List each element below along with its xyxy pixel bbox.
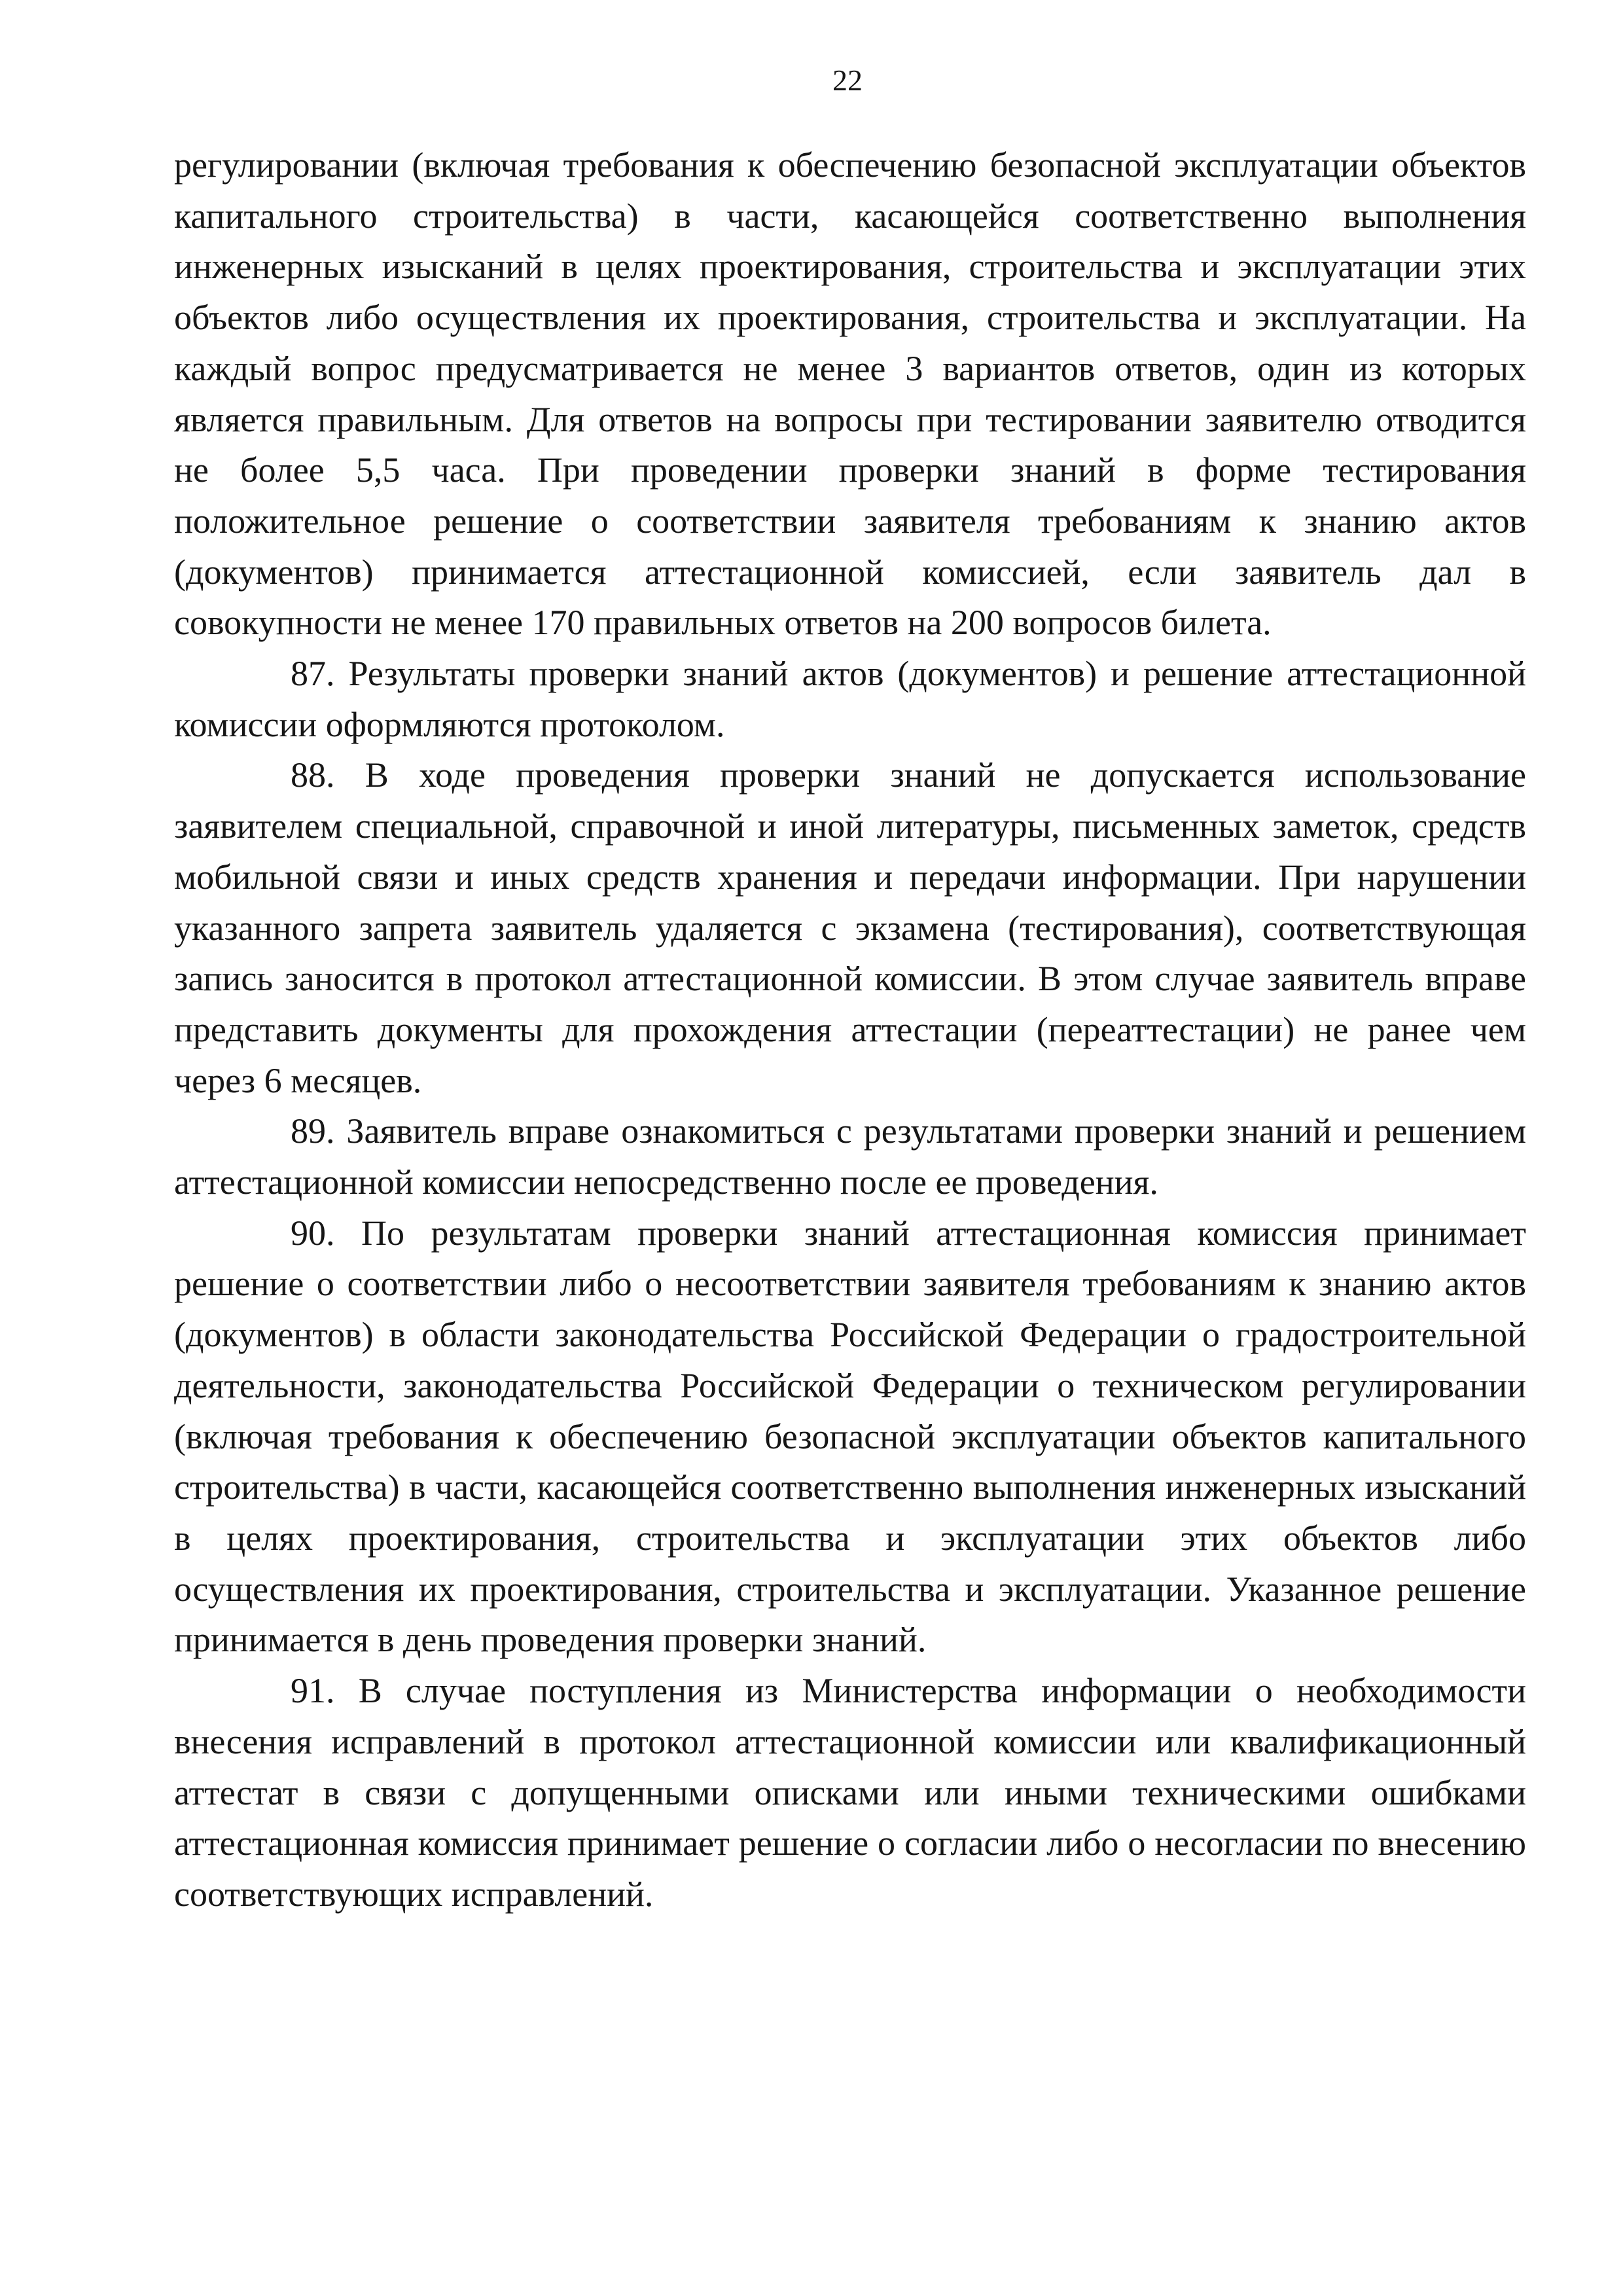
paragraph-continuation: регулировании (включая требования к обеспечению безопасной эксплуатации объектов капитального строительства) в части, касающейся соответственно выполнения инженерных изысканий в целях проектирования, строительства и эксплуатации этих объектов либо осуществления их проектирования, строительства и эксплуатации. На каждый вопрос предусматривается не менее 3 вариантов ответов, один из которых является правильным. Для ответов на вопросы при тестировании заявителю отводится не более 5,5 часа. При проведении проверки знаний в форме тестирования положительное решение о соответствии заявителя требованиям к знанию актов (документов) принимается аттестационной комиссией, если заявитель дал в совокупности не менее 170 правильных ответов на 200 вопросов билета.	[174, 145, 1526, 643]
paragraph-88: 88. В ходе проведения проверки знаний не допускается использование заявителем специальной, справочной и иной литературы, письменных заметок, средств мобильной связи и иных средств хранения и передачи информации. При нарушении указанного запрета заявитель удаляется с экзамена (тестирования), соответствующая запись заносится в протокол аттестационной комиссии. В этом случае заявитель вправе представить документы для прохождения аттестации (переаттестации) не ранее чем через 6 месяцев.	[174, 755, 1526, 1100]
paragraph-87: 87. Результаты проверки знаний актов (документов) и решение аттестационной комиссии оформляются протоколом.	[174, 654, 1526, 744]
page-number: 22	[832, 63, 863, 97]
document-body	[174, 140, 1526, 1920]
paragraph-90: 90. По результатам проверки знаний аттестационная комиссия принимает решение о соответствии либо о несоответствии заявителя требованиям к знанию актов (документов) в области законодательства Российской Федерации о градостроительной деятельности, законодательства Российской Федерации о техническом регулировании (включая требования к обеспечению безопасной эксплуатации объектов капитального строительства) в части, касающейся соответственно выполнения инженерных изысканий в целях проектирования, строительства и эксплуатации этих объектов либо осуществления их проектирования, строительства и эксплуатации. Указанное решение принимается в день проведения проверки знаний.	[174, 1213, 1526, 1660]
paragraph-91: 91. В случае поступления из Министерства информации о необходимости внесения исправлений в протокол аттестационной комиссии или квалификационный аттестат в связи с допущенными описками или иными техническими ошибками аттестационная комиссия принимает решение о согласии либо о несогласии по внесению соответствующих исправлений.	[174, 1671, 1526, 1914]
paragraph-89: 89. Заявитель вправе ознакомиться с результатами проверки знаний и решением аттестационной комиссии непосредственно после ее проведения.	[174, 1111, 1526, 1202]
